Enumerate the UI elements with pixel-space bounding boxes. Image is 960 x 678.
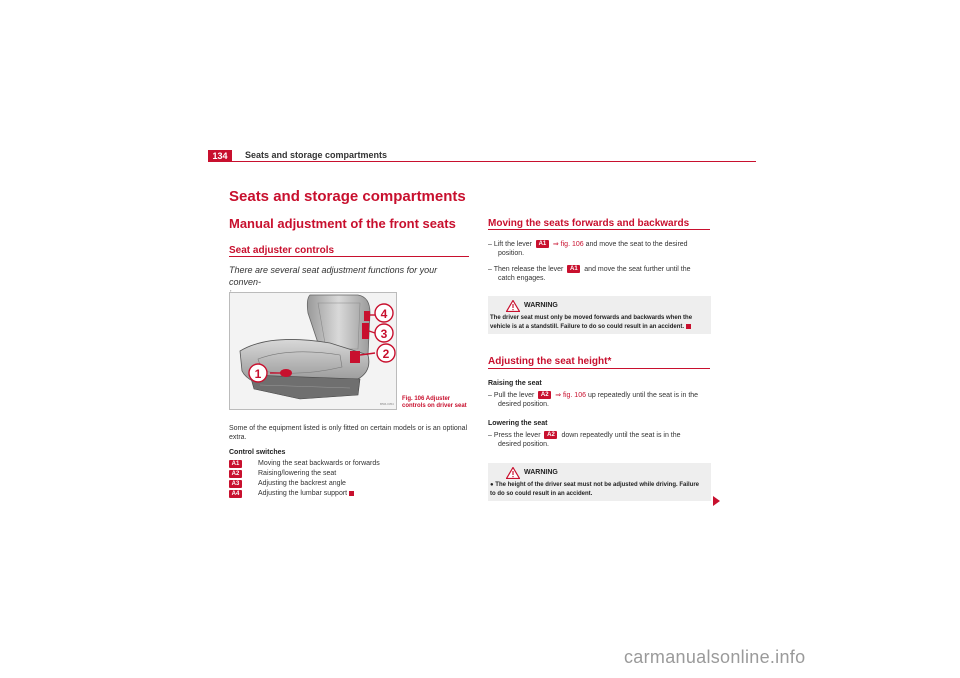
figure-reference-link: ⇒ fig. 106 [552,241,584,248]
end-marker-icon [686,324,691,329]
forwards-backwards-heading: Moving the seats forwards and backwards [488,218,690,229]
warning-box [488,296,711,334]
badge-a1: A1 [536,240,549,248]
control-switches-label: Control switches [229,449,286,456]
running-header: Seats and storage compartments [245,150,388,160]
svg-text:1: 1 [254,367,262,381]
callout-4 [375,304,393,322]
page-number: 134 [208,150,232,162]
callout-3 [375,324,393,342]
intro-text: There are several seat adjustment functions for your conven- [229,265,438,287]
switch-item: A1 Moving the seat backwards or forwards [229,459,380,468]
step-raise: – Pull the lever A2 ⇒ fig. 106 up repeatedly until the seat is in the desired position. [488,391,699,408]
warning-title: WARNING [524,302,558,309]
badge-a1: A1 [229,460,242,468]
equipment-note: Some of the equipment listed is only fitted on certain models or is an optional extra. [229,425,468,441]
heading-rule [229,256,469,257]
bullet-icon: ● [490,482,496,488]
badge-a3: A3 [229,480,242,488]
warning-title: WARNING [524,469,558,476]
figure-caption: Fig. 106 Adjuster controls on driver seat [402,396,467,409]
step-release-lever: – Then release the lever A1 and move the seat further until the catch engages. [488,265,691,282]
watermark: carmanualsonline.info [624,647,806,667]
figure-code: B5M-0354 [380,402,394,406]
badge-a2: A2 [544,431,557,439]
header-divider [208,161,756,162]
badge-a4: A4 [229,490,242,498]
warning-text: ● The height of the driver seat must not be adjusted while driving. Failure to do so could result in an accident. [490,482,699,497]
raising-label: Raising the seat [488,380,542,387]
switch-item: A2 Raising/lowering the seat [229,469,336,478]
badge-a1: A1 [567,265,580,273]
heading-rule [488,368,710,369]
badge-a2: A2 [229,470,242,478]
seat-adjuster-heading: Seat adjuster controls [229,245,335,256]
warning-box [488,463,711,501]
switch-item: A4 Adjusting the lumbar support [229,489,354,498]
seat-figure [229,292,397,410]
figure-reference-link: ⇒ fig. 106 [555,392,586,399]
step-lower: – Press the lever A2 down repeatedly until the seat is in the desired position. [488,431,681,448]
callout-2 [377,344,395,362]
switch-item: A3 Adjusting the backrest angle [229,479,346,488]
next-page-arrow-icon[interactable] [713,496,720,506]
section-title: Manual adjustment of the front seats [229,216,456,231]
lowering-label: Lowering the seat [488,420,548,427]
svg-text:2: 2 [382,347,390,361]
end-marker-icon [349,491,354,496]
seat-height-heading: Adjusting the seat height* [488,356,612,367]
svg-text:3: 3 [380,327,388,341]
badge-a2: A2 [538,391,551,399]
seat-illustration [230,293,396,409]
callout-1 [249,364,267,382]
svg-text:4: 4 [380,307,388,321]
step-lift-lever: – Lift the lever A1 ⇒ fig. 106 and move the seat to the desired position. [488,240,688,257]
heading-rule [488,229,710,230]
chapter-title: Seats and storage compartments [229,188,466,205]
warning-text: The driver seat must only be moved forwards and backwards when the vehicle is at a standstill. Failure to do so could result in an accident. [490,315,693,330]
